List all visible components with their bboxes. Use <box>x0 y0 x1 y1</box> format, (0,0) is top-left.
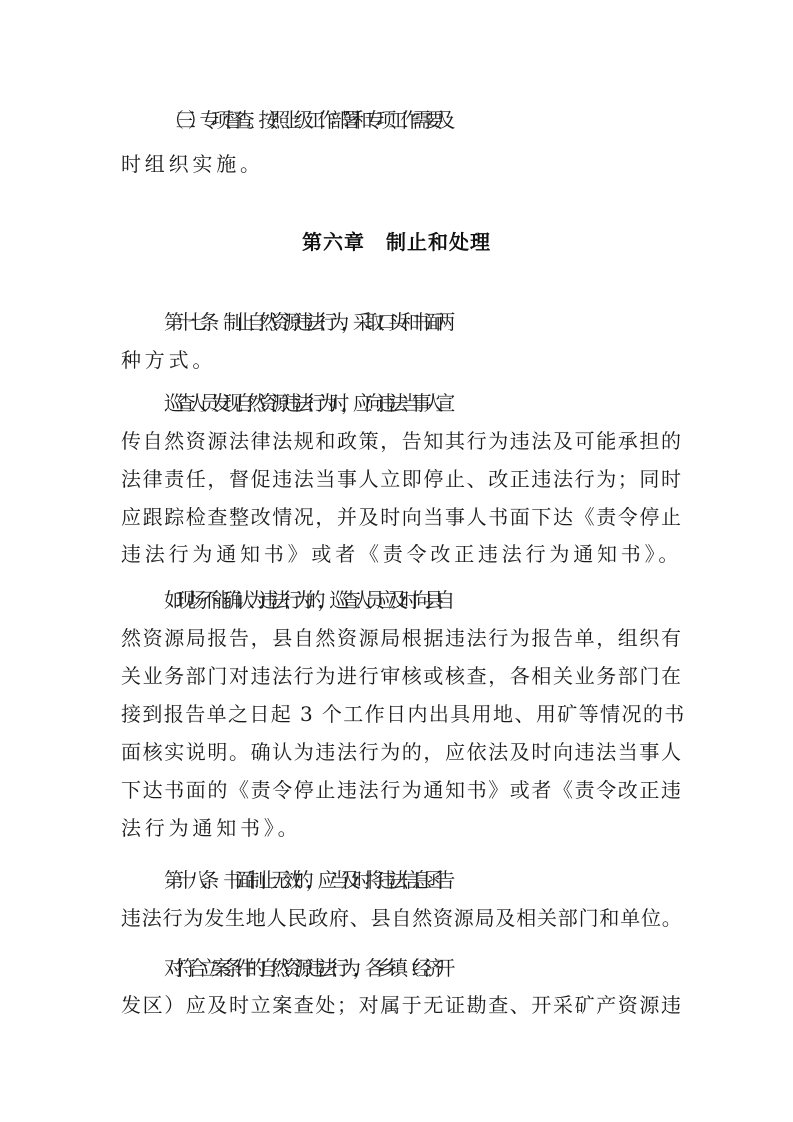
paragraph-line: 时组织实施。 <box>121 152 264 176</box>
paragraph-line: 第十八条 书面制止无效的，应当及时将违法信息函告 <box>164 868 448 892</box>
paragraph-line: 发区）应及时立案查处；对属于无证勘查、开采矿产资源违 <box>121 993 683 1017</box>
paragraph-line: 传自然资源法律法规和政策，告知其行为违法及可能承担的 <box>121 429 683 453</box>
paragraph-line: 对符合立案条件的自然资源违法行为，各乡镇（经济开 <box>164 956 448 980</box>
paragraph-line: 面核实说明。确认为违法行为的，应依法及时向违法当事人 <box>121 740 683 764</box>
paragraph-line: 接到报告单之日起 3 个工作日内出具用地、用矿等情况的书 <box>121 702 686 726</box>
paragraph-line: 巡查人员发现自然资源违法行为时，应向违法当事人宣 <box>164 391 448 415</box>
paragraph-line: 关业务部门对违法行为进行审核或核查，各相关业务部门在 <box>121 664 683 688</box>
chapter-heading: 第六章 制止和处理 <box>302 230 491 254</box>
paragraph-line: 法行为通知书》。 <box>121 816 302 840</box>
paragraph-line: 法律责任，督促违法当事人立即停止、改正违法行为；同时 <box>121 467 683 491</box>
paragraph-line: 下达书面的《责令停止违法行为通知书》或者《责令改正违 <box>121 778 683 802</box>
paragraph-line: 违法行为发生地人民政府、县自然资源局及相关部门和单位。 <box>121 906 683 930</box>
paragraph-line: （三）专项督查。按照上级工作部署和专项工作需要及 <box>164 108 448 132</box>
paragraph-line: 应跟踪检查整改情况，并及时向当事人书面下达《责令停止 <box>121 505 683 529</box>
paragraph-line: 违法行为通知书》或者《责令改正违法行为通知书》。 <box>121 542 683 566</box>
paragraph-line: 第十七条 制止自然资源违法行为，采取口头和书面两 <box>164 310 448 334</box>
paragraph-line: 种方式。 <box>121 348 217 372</box>
paragraph-line: 如现场不能确认为违法行为的，巡查人员应及时向县自 <box>164 588 448 612</box>
paragraph-line: 然资源局报告，县自然资源局根据违法行为报告单，组织有 <box>121 626 683 650</box>
